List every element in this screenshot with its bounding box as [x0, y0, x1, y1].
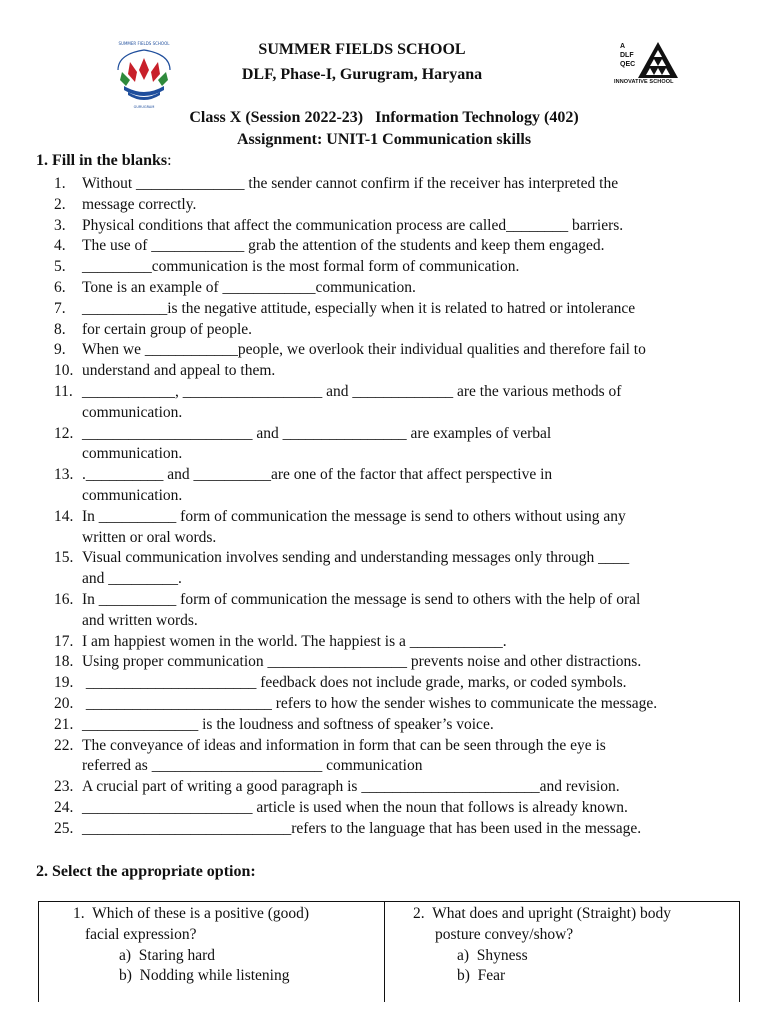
question-text: ______________________ article is used when the noun that follows is already known.: [82, 798, 628, 816]
blank-question-line: [54, 798, 744, 819]
blank-question-line: [54, 694, 744, 715]
question-number: 15.: [54, 549, 74, 567]
blank-question-line: [54, 195, 744, 216]
fill-in-blanks-list: [54, 174, 744, 840]
option: b) Fear: [457, 967, 506, 985]
blank-question-line: [54, 320, 744, 341]
question-text: ___________________________refers to the language that has been used in the message.: [82, 819, 642, 837]
blank-question-line: [54, 819, 744, 840]
mcq-question-1: 1. Which of these is a positive (good) facial expression? a) Staring hard b) Nodding while listening: [39, 902, 385, 1002]
school-address: DLF, Phase-I, Gurugram, Haryana: [241, 66, 483, 83]
question-number: 11.: [54, 382, 73, 400]
question-text: and _________.: [82, 570, 182, 588]
question-text: Physical conditions that affect the communication process are called________ barriers.: [82, 216, 624, 234]
svg-text:GURUGRAM: GURUGRAM: [133, 105, 155, 109]
blank-question-line: [54, 507, 744, 528]
blank-question-line: [54, 216, 744, 237]
question-text: In __________ form of communication the message is send to others with the help of oral: [82, 590, 641, 608]
question-text: ______________________ feedback does not include grade, marks, or coded symbols.: [82, 674, 627, 692]
question-text: Tone is an example of ____________communication.: [82, 278, 416, 296]
question-number: 17.: [54, 632, 74, 650]
question-text: ____________, __________________ and _____________ are the various methods of: [82, 382, 622, 400]
blank-question-line: [54, 756, 744, 777]
blank-question-line: [54, 361, 744, 382]
blank-question-line: [54, 465, 744, 486]
question-number: 23.: [54, 778, 74, 796]
blank-question-line: [54, 236, 744, 257]
blank-question-line: [54, 652, 744, 673]
blank-question-line: [54, 174, 744, 195]
question-text: .__________ and __________are one of the factor that affect perspective in: [82, 466, 553, 484]
blank-question-line: [54, 486, 744, 507]
question-number: 14.: [54, 507, 74, 525]
blank-question-line: [54, 257, 744, 278]
svg-text:SUMMER FIELDS SCHOOL: SUMMER FIELDS SCHOOL: [118, 41, 170, 46]
blank-question-line: [54, 569, 744, 590]
question-text: Without ______________ the sender cannot confirm if the receiver has interpreted the: [82, 175, 619, 192]
mcq-table: [38, 901, 740, 1002]
option: b) Nodding while listening: [119, 967, 290, 985]
question-number: 22.: [54, 736, 74, 754]
blank-question-line: [54, 590, 744, 611]
blank-question-line: [54, 382, 744, 403]
question-number: 3.: [54, 216, 66, 234]
question-text: understand and appeal to them.: [82, 362, 276, 380]
assignment-title: Assignment: UNIT-1 Communication skills: [236, 131, 532, 148]
question-number: 19.: [54, 674, 74, 692]
section1-title: 1. Fill in the blanks:: [36, 152, 172, 169]
question-number: 24.: [54, 798, 74, 816]
question-number: 2.: [54, 195, 66, 213]
question-number: 5.: [54, 258, 66, 276]
question-text: message correctly.: [82, 195, 197, 213]
question-number: 6.: [54, 278, 66, 296]
question-number: 12.: [54, 424, 74, 442]
blank-question-line: [54, 444, 744, 465]
blank-question-line: [54, 632, 744, 653]
qec-logo-text: A DLF QEC: [620, 43, 636, 68]
question-text: communication.: [82, 486, 183, 504]
question-number: 9.: [54, 341, 66, 359]
question-number: 4.: [54, 237, 66, 255]
blank-question-line: [54, 673, 744, 694]
question-text: ______________________ and ________________ are examples of verbal: [82, 424, 552, 442]
blank-question-line: [54, 403, 744, 424]
question-text: communication.: [82, 403, 183, 421]
question-text: ___________is the negative attitude, especially when it is related to hatred or intolerance: [82, 299, 636, 317]
qec-tagline: INNOVATIVE SCHOOL: [614, 79, 674, 85]
blank-question-line: [54, 299, 744, 320]
option: a) Staring hard: [119, 946, 215, 964]
blank-question-line: [54, 611, 744, 632]
question-text: and written words.: [82, 611, 198, 629]
question-text: communication.: [82, 445, 183, 463]
option: a) Shyness: [457, 946, 528, 964]
question-number: 13.: [54, 466, 74, 484]
question-number: 8.: [54, 320, 66, 338]
school-name: SUMMER FIELDS SCHOOL: [258, 41, 466, 58]
question-text: Visual communication involves sending and understanding messages only through ____: [82, 549, 630, 567]
blank-question-line: [54, 777, 744, 798]
question-text: _______________ is the loudness and softness of speaker’s voice.: [82, 715, 494, 733]
question-text: written or oral words.: [82, 528, 217, 546]
question-text: referred as ______________________ communication: [82, 757, 423, 775]
blank-question-line: [54, 278, 744, 299]
question-text: Using proper communication __________________ prevents noise and other distractions.: [82, 653, 642, 671]
blank-question-line: [54, 424, 744, 445]
question-number: 25.: [54, 819, 74, 837]
question-text: A crucial part of writing a good paragraph is _______________________and revision.: [82, 778, 620, 796]
class-session-line: Class X (Session 2022-23) Information Technology (402): [189, 109, 579, 126]
blank-question-line: [54, 715, 744, 736]
blank-question-line: [54, 528, 744, 549]
question-text: for certain group of people.: [82, 320, 253, 338]
question-text: The conveyance of ideas and information in form that can be seen through the eye is: [82, 736, 606, 754]
blank-question-line: [54, 736, 744, 757]
question-text: In __________ form of communication the message is send to others without using any: [82, 507, 626, 525]
question-number: 1.: [54, 175, 66, 192]
question-number: 7.: [54, 299, 66, 317]
question-number: 20.: [54, 694, 74, 712]
question-number: 16.: [54, 590, 74, 608]
blank-question-line: [54, 548, 744, 569]
question-number: 18.: [54, 653, 74, 671]
question-number: 21.: [54, 715, 74, 733]
question-text: ________________________ refers to how the sender wishes to communicate the message.: [82, 694, 658, 712]
question-text: The use of ____________ grab the attention of the students and keep them engaged.: [82, 237, 605, 255]
mcq-question-2: 2. What does and upright (Straight) body posture convey/show? a) Shyness b) Fear: [385, 902, 730, 1002]
question-text: _________communication is the most formal form of communication.: [82, 258, 520, 276]
question-text: I am happiest women in the world. The happiest is a ____________.: [82, 632, 507, 650]
question-number: 10.: [54, 362, 74, 380]
section2-title: 2. Select the appropriate option:: [36, 863, 256, 880]
question-text: When we ____________people, we overlook their individual qualities and therefore fail to: [82, 341, 646, 359]
blank-question-line: [54, 340, 744, 361]
